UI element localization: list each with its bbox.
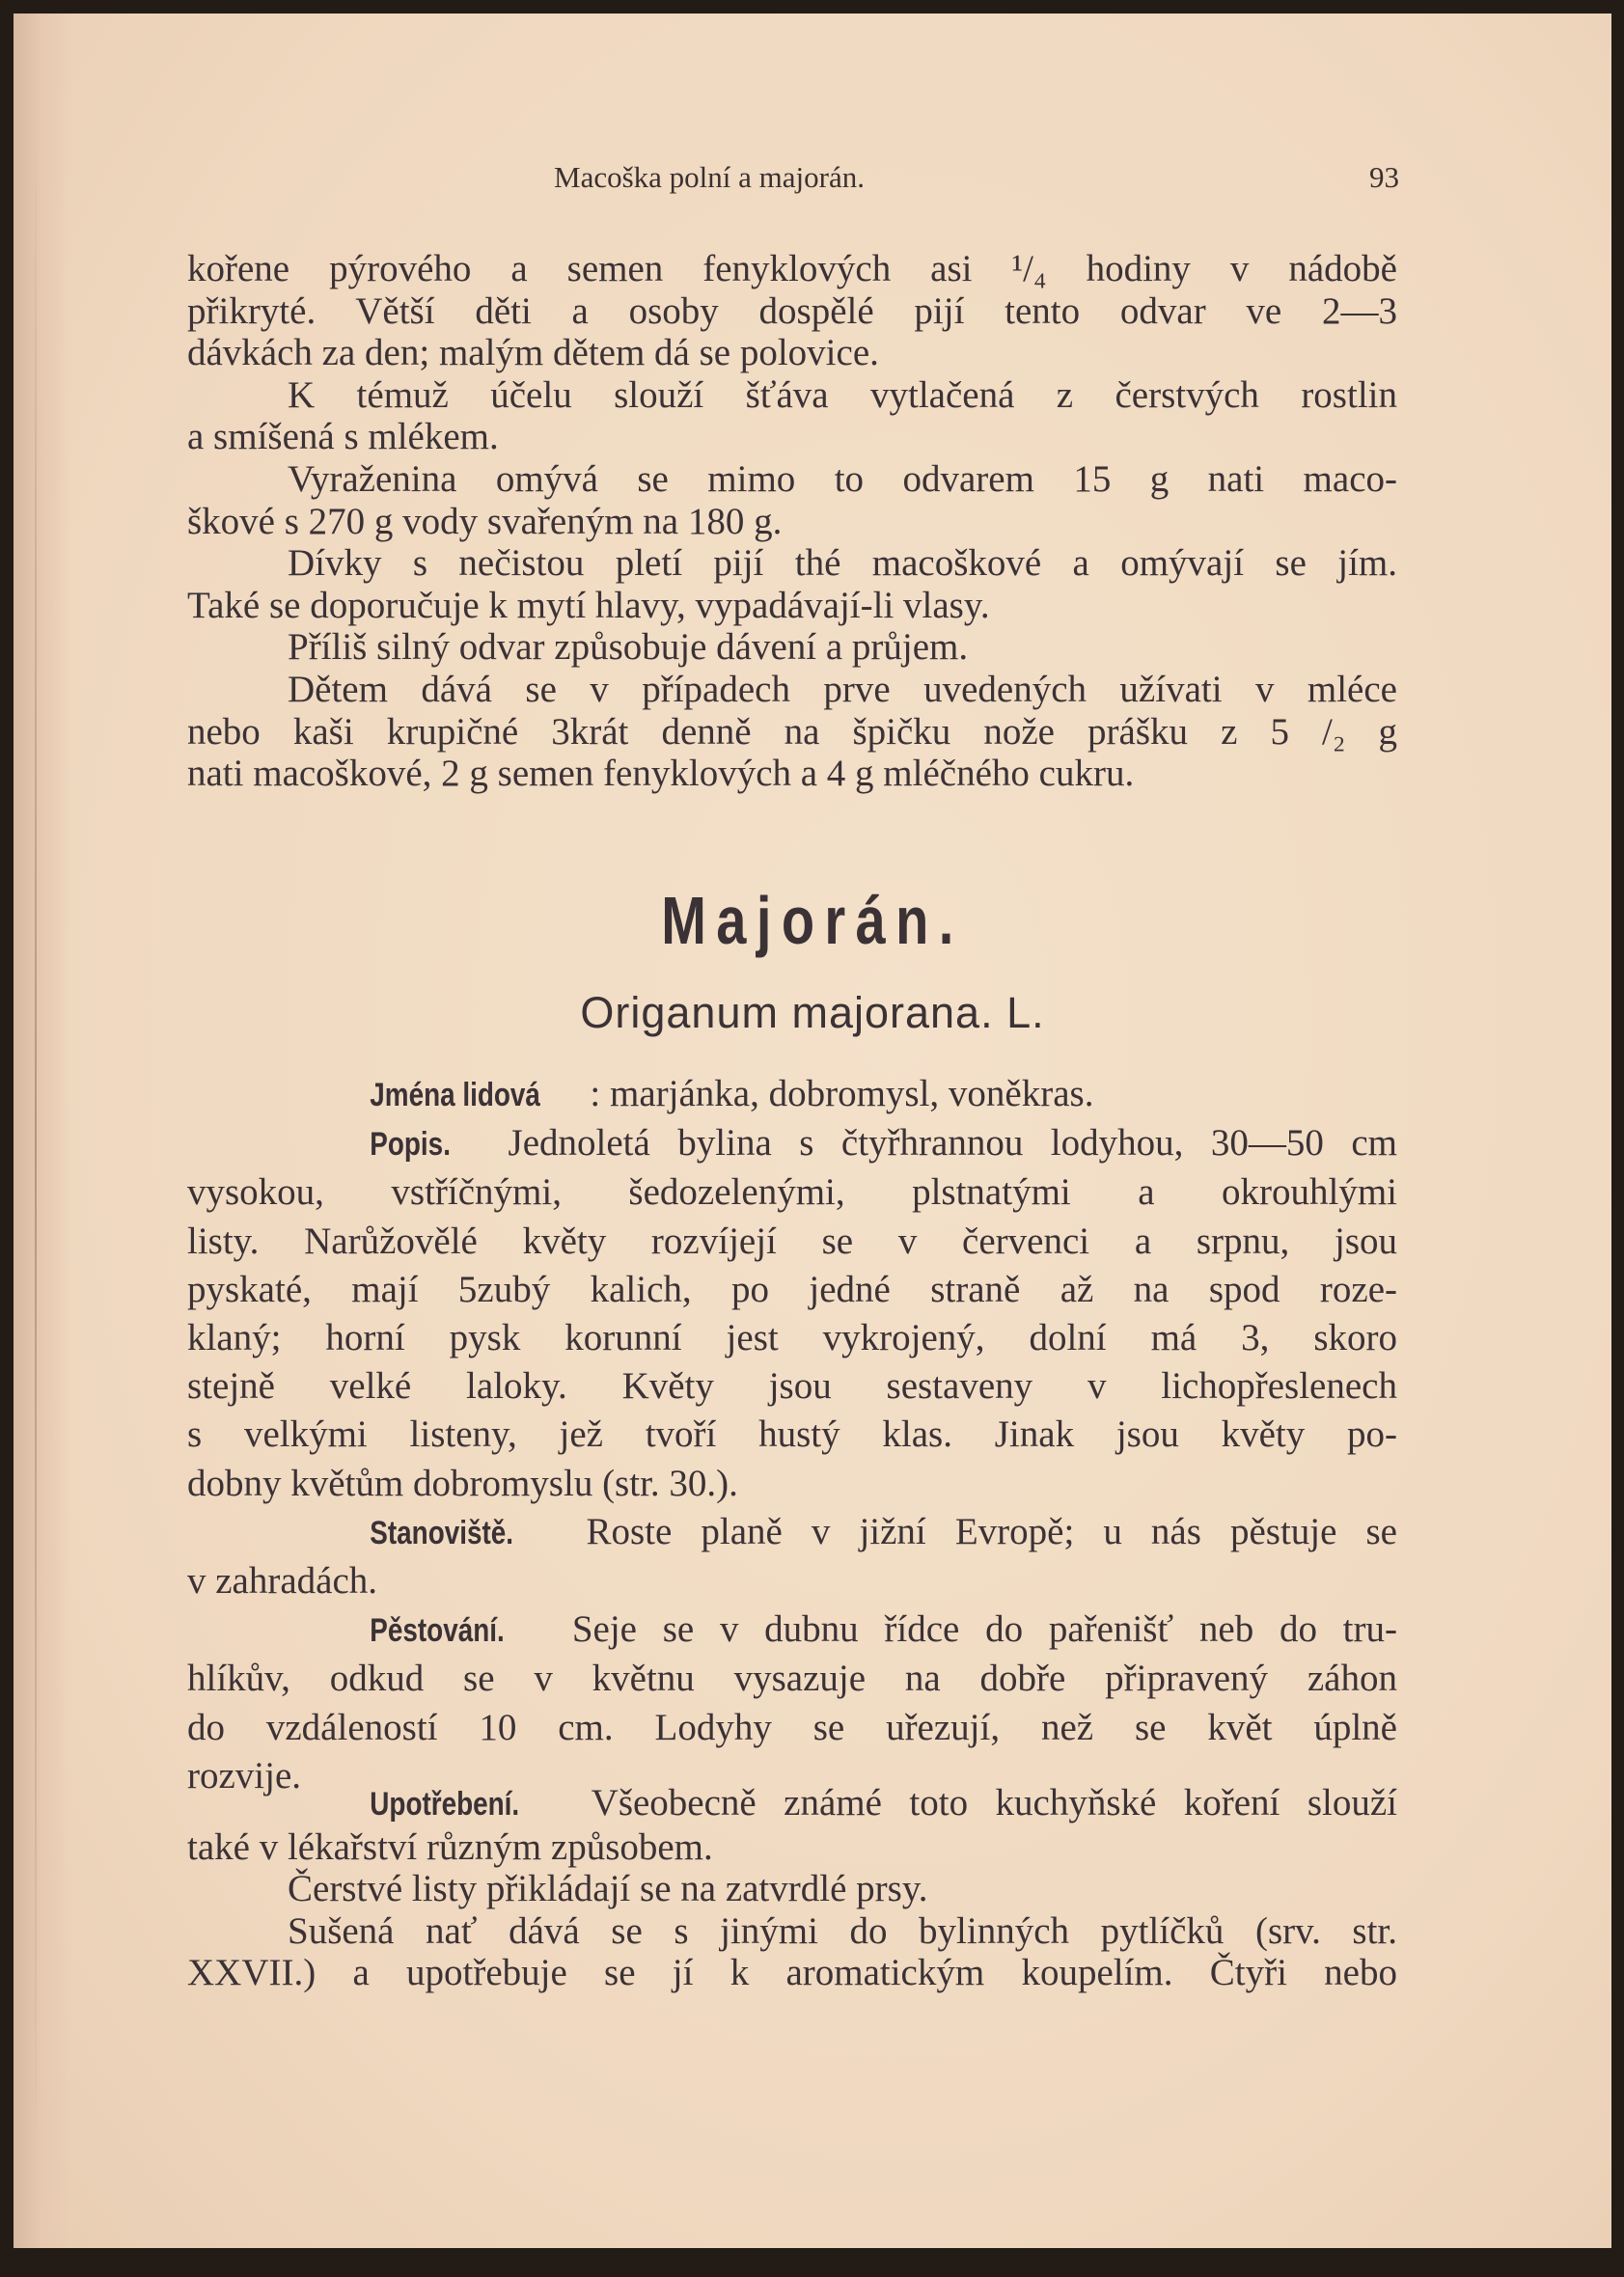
text-line: také v lékařství různým způsobem. <box>187 1825 713 1868</box>
text-line: Také se doporučuje k mytí hlavy, vypadávají-li vlasy. <box>187 584 990 626</box>
text-line: nebo kaši krupičné 3krát denně na špičku nože prášku z 5 /₂ g <box>187 710 1397 753</box>
text-line: klaný; horní pysk korunní jest vykrojený, dolní má 3, skoro <box>187 1317 1397 1359</box>
text-line: hlíkův, odkud se v květnu vysazuje na dobře připravený záhon <box>187 1658 1397 1700</box>
text-line: Čerstvé listy přikládají se na zatvrdlé prsy. <box>288 1868 928 1910</box>
use-paragraph <box>187 1782 1397 1826</box>
text-line: Příliš silný odvar způsobuje dávení a průjem. <box>288 626 969 669</box>
names-label: Jména lidová <box>370 1077 540 1113</box>
text-line: do vzdáleností 10 cm. Lodyhy se uřezují, než se květ úplně <box>187 1706 1397 1748</box>
habitat-paragraph <box>187 1508 1397 1557</box>
habitat-label: Stanoviště. <box>370 1514 514 1551</box>
page-spine-shadow <box>14 14 71 2248</box>
use-section <box>187 1782 1397 1994</box>
text-line: přikryté. Větší děti a osoby dospělé pijí tento odvar ve 2—3 <box>187 289 1397 332</box>
names-text: : marjánka, dobromysl, voněkras. <box>590 1073 1094 1114</box>
text-line: listy. Narůžovělé květy rozvíjejí se v červenci a srpnu, jsou <box>187 1220 1397 1262</box>
text-line: vysokou, vstříčnými, šedozelenými, plstnatými a okrouhlými <box>187 1171 1397 1214</box>
text-line: s velkými listeny, jež tvoří hustý klas. Jinak jsou květy po- <box>187 1413 1397 1456</box>
running-title: Macoška polní a majorán. <box>554 160 865 194</box>
description-paragraph <box>187 1119 1397 1168</box>
text-line: dobny květům dobromyslu (str. 30.). <box>187 1462 738 1504</box>
text-line: v zahradách. <box>187 1560 378 1603</box>
description-text: Jednoletá bylina s čtyřhrannou lodyhou, 30—50 cm <box>481 1122 1397 1165</box>
text-line: kořene pýrového a semen fenyklových asi ¹/₄ hodiny v nádobě <box>187 248 1397 289</box>
description-label: Popis. <box>370 1126 451 1164</box>
cultivation-text: Seje se v dubnu řídce do pařenišť neb do tru- <box>546 1608 1397 1651</box>
cultivation-paragraph <box>187 1605 1397 1655</box>
text-line: škové s 270 g vody svařeným na 180 g. <box>187 500 783 542</box>
use-text: Všeobecně známé toto kuchyňské koření slouží <box>564 1782 1397 1824</box>
entry-title: Majorán. <box>661 883 964 958</box>
entry-body <box>187 1070 1397 1800</box>
text-line: stejně velké laloky. Květy jsou sestaveny v lichopřeslenech <box>187 1365 1397 1408</box>
text-line: rozvije. <box>187 1754 302 1797</box>
text-line: Sušená nať dává se s jinými do bylinných pytlíčků (srv. str. <box>288 1909 1397 1952</box>
gutter-line <box>35 129 37 2155</box>
text-line: Dívky s nečistou pletí pijí thé macoškové a omývají se jím. <box>288 542 1397 585</box>
text-line: XXVII.) a upotřebuje se jí k aromatickým koupelím. Čtyři nebo <box>187 1952 1397 1994</box>
use-label: Upotřebení. <box>370 1786 520 1823</box>
text-line: dávkách za den; malým dětem dá se polovice. <box>187 332 879 374</box>
page-header <box>554 160 1399 208</box>
text-line: Vyraženina omývá se mimo to odvarem 15 g nati maco- <box>288 457 1397 500</box>
continuation-text <box>187 248 1397 795</box>
cultivation-label: Pěstování. <box>370 1612 505 1650</box>
text-line: K témuž účelu slouží šťáva vytlačená z čerstvých rostlin <box>288 373 1397 416</box>
text-line: nati macoškové, 2 g semen fenyklových a 4 g mléčného cukru. <box>187 753 1135 795</box>
entry-latin-name: Origanum majorana. L. <box>580 988 1045 1037</box>
page-number: 93 <box>1369 160 1399 194</box>
habitat-text: Roste planě v jižní Evropě; u nás pěstuje se <box>557 1510 1397 1552</box>
text-line: Dětem dává se v případech prve uvedených užívati v mléce <box>288 668 1397 710</box>
names-paragraph <box>187 1070 1397 1119</box>
text-line: pyskaté, mají 5zubý kalich, po jedné straně až na spod roze- <box>187 1268 1397 1310</box>
book-page <box>14 14 1611 2248</box>
text-line: a smíšená s mlékem. <box>187 416 499 458</box>
